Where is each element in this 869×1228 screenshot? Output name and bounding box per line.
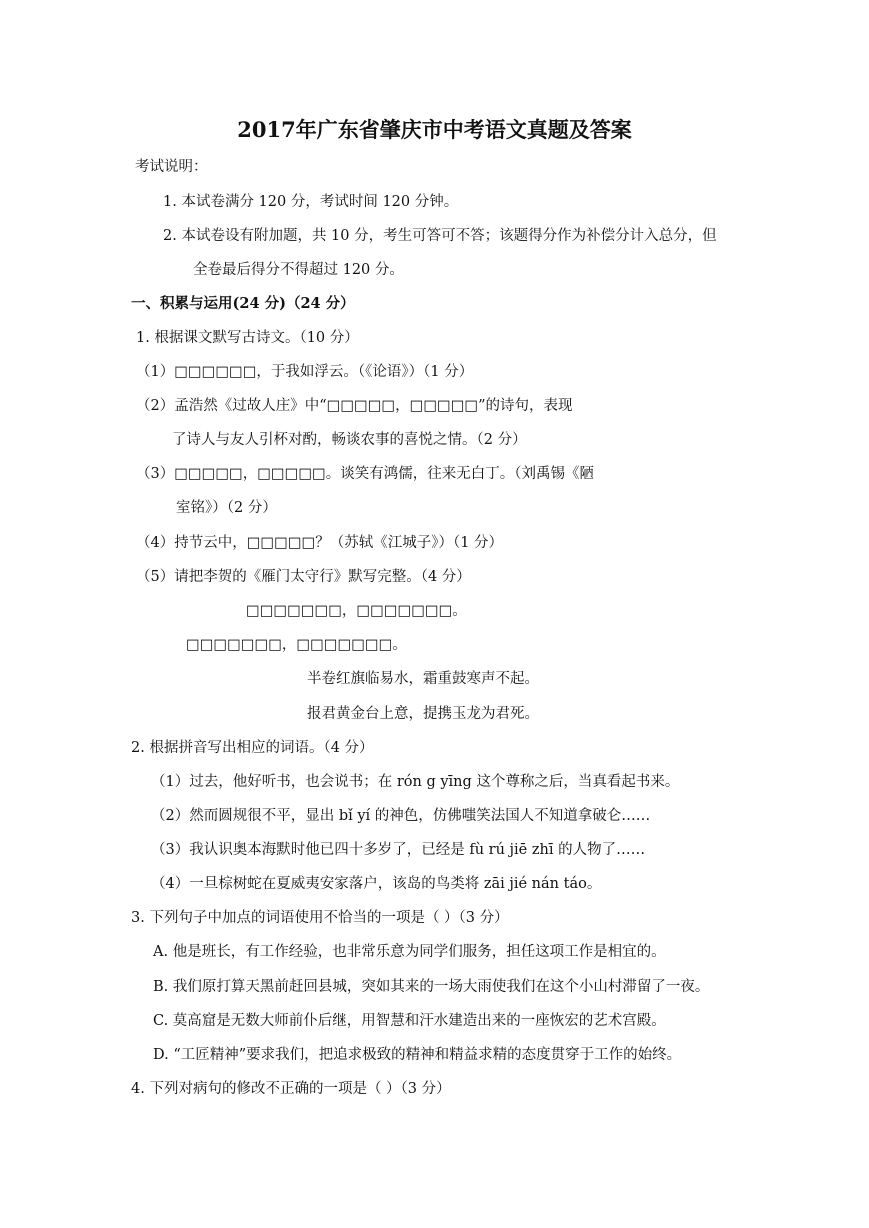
instruction-item-1: 1. 本试卷满分 120 分，考试时间 120 分钟。 — [163, 194, 459, 210]
instructions-heading: 考试说明： — [135, 159, 208, 175]
question-1-part-1: （1）□□□□□□，于我如浮云。（《论语》）（1 分） — [136, 364, 474, 380]
section-1-heading: 一、积累与运用(24 分)（24 分） — [131, 295, 355, 312]
question-3-option-d: D. “工匠精神”要求我们，把追求极致的精神和精益求精的态度贯穿于工作的始终。 — [153, 1047, 682, 1063]
question-1-part-4: （4）持节云中，□□□□□？（苏轼《江城子》）（1 分） — [136, 535, 504, 551]
poem-line-3: 半卷红旗临易水，霜重鼓寒声不起。 — [307, 671, 539, 687]
question-3-stem: 3. 下列句子中加点的词语使用不恰当的一项是（ ）（3 分） — [131, 910, 509, 926]
question-1-part-3-line-2: 室铭》）（2 分） — [176, 500, 277, 516]
question-1-part-2-line-1: （2）孟浩然《过故人庄》中“□□□□□，□□□□□”的诗句，表现 — [136, 398, 573, 414]
question-1-stem: 1. 根据课文默写古诗文。（10 分） — [136, 330, 359, 346]
question-3-option-b: B. 我们原打算天黑前赶回县城，突如其来的一场大雨使我们在这个小山村滞留了一夜。 — [153, 979, 710, 995]
poem-line-4: 报君黄金台上意，提携玉龙为君死。 — [307, 706, 539, 722]
document-title: 2017年广东省肇庆市中考语文真题及答案 — [237, 117, 632, 142]
question-2-part-1: （1）过去，他好听书，也会说书；在 rón g yīng 这个尊称之后，当真看起书来。 — [151, 774, 680, 790]
question-4-stem: 4. 下列对病句的修改不正确的一项是（ ）（3 分） — [131, 1081, 451, 1097]
question-2-part-2: （2）然而圆规很不平，显出 bǐ yí 的神色，仿佛嗤笑法国人不知道拿破仑…… — [151, 808, 651, 824]
question-2-part-3: （3）我认识奥本海默时他已四十多岁了，已经是 fù rú jiē zhī 的人物了…… — [151, 842, 646, 858]
question-2-part-4: （4）一旦棕树蛇在夏威夷安家落户，该岛的鸟类将 zāi jié nán táo。 — [151, 876, 602, 892]
instruction-item-2-line-2: 全卷最后得分不得超过 120 分。 — [193, 262, 404, 278]
question-1-part-5: （5）请把李贺的《雁门太守行》默写完整。（4 分） — [136, 569, 471, 585]
question-1-part-3-line-1: （3）□□□□□，□□□□□。谈笑有鸿儒，往来无白丁。（刘禹锡《陋 — [136, 466, 594, 482]
poem-line-2: □□□□□□□，□□□□□□□。 — [186, 637, 407, 653]
question-3-option-a: A. 他是班长，有工作经验，也非常乐意为同学们服务，担任这项工作是相宜的。 — [153, 944, 666, 960]
instruction-item-2-line-1: 2. 本试卷设有附加题，共 10 分，考生可答可不答；该题得分作为补偿分计入总分，但 — [163, 228, 717, 244]
question-2-stem: 2. 根据拼音写出相应的词语。（4 分） — [131, 740, 374, 756]
question-3-option-c: C. 莫高窟是无数大师前仆后继，用智慧和汗水建造出来的一座恢宏的艺术宫殿。 — [153, 1013, 666, 1029]
poem-line-1: □□□□□□□，□□□□□□□。 — [246, 603, 467, 619]
question-1-part-2-line-2: 了诗人与友人引杯对酌，畅谈农事的喜悦之情。（2 分） — [172, 432, 527, 448]
